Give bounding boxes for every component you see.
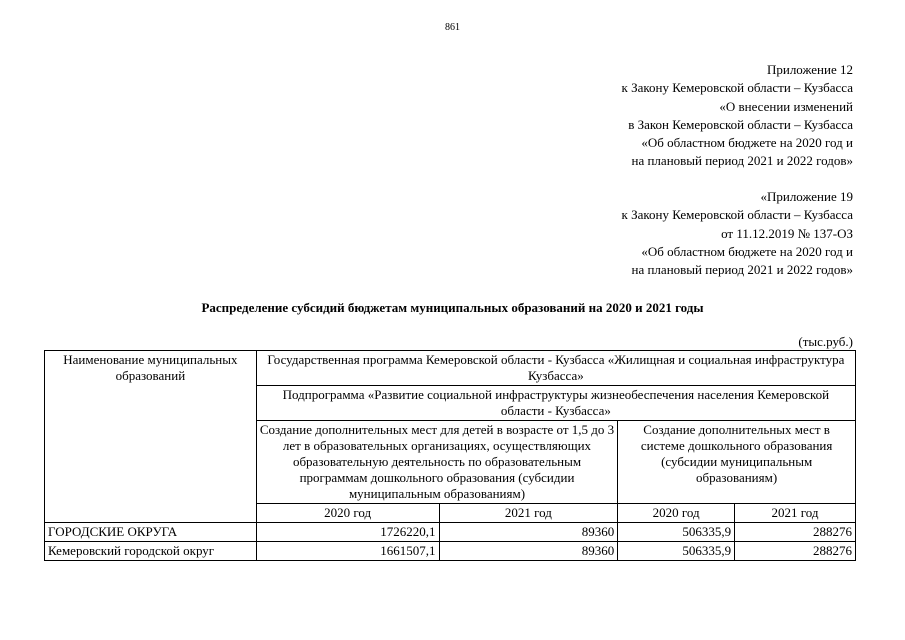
appendix-12-line: «Об областном бюджете на 2020 год и [641, 135, 853, 151]
year-header: 2021 год [439, 504, 618, 523]
appendix-12-line: к Закону Кемеровской области – Кузбасса [621, 80, 853, 96]
year-header: 2020 год [256, 504, 439, 523]
appendix-12-header [493, 61, 853, 171]
row-value: 506335,9 [618, 542, 735, 561]
municipality-column-header: Наименование муниципальных образований [45, 351, 257, 523]
table-header-row [45, 351, 856, 386]
row-name: ГОРОДСКИЕ ОКРУГА [45, 523, 257, 542]
appendix-12-line: на плановый период 2021 и 2022 годов» [631, 153, 853, 169]
row-value: 288276 [735, 523, 856, 542]
appendix-12-line: «О внесении изменений [719, 98, 853, 114]
appendix-19-header [493, 188, 853, 279]
appendix-19-line: «Приложение 19 [760, 189, 853, 204]
year-header: 2021 год [735, 504, 856, 523]
appendix-19-line: к Закону Кемеровской области – Кузбасса [621, 207, 853, 223]
units-label: (тыс.руб.) [798, 334, 853, 349]
appendix-19-line: на плановый период 2021 и 2022 годов» [631, 262, 853, 278]
group-header-preschool: Создание дополнительных мест в системе дошкольного образования (субсидии муниципальным образованиям) [618, 421, 856, 504]
appendix-19-line: «Об областном бюджете на 2020 год и [641, 243, 853, 259]
subprogram-header: Подпрограмма «Развитие социальной инфраструктуры жизнеобеспечения населения Кемеровской области - Кузбасса» [256, 386, 855, 421]
group-header-early-age: Создание дополнительных мест для детей в возрасте от 1,5 до 3 лет в образовательных организациях, осуществляющих образовательную деятельность по образовательным программам дошкольного образования (субсидии муниципальным образованиям) [256, 421, 617, 504]
row-name: Кемеровский городской округ [45, 542, 257, 561]
table-row [45, 523, 856, 542]
appendix-19-line: от 11.12.2019 № 137-ОЗ [721, 225, 853, 241]
year-header: 2020 год [618, 504, 735, 523]
row-value: 506335,9 [618, 523, 735, 542]
row-value: 288276 [735, 542, 856, 561]
row-value: 89360 [439, 523, 618, 542]
row-value: 1661507,1 [256, 542, 439, 561]
row-value: 1726220,1 [256, 523, 439, 542]
subsidy-table [44, 350, 856, 561]
document-title: Распределение субсидий бюджетам муниципальных образований на 2020 и 2021 годы [201, 300, 704, 315]
table-row [45, 542, 856, 561]
program-header: Государственная программа Кемеровской области - Кузбасса «Жилищная и социальная инфраструктура Кузбасса» [256, 351, 855, 386]
page-number: 861 [445, 22, 460, 33]
appendix-12-line: в Закон Кемеровской области – Кузбасса [628, 116, 853, 132]
appendix-12-line: Приложение 12 [766, 62, 853, 77]
row-value: 89360 [439, 542, 618, 561]
